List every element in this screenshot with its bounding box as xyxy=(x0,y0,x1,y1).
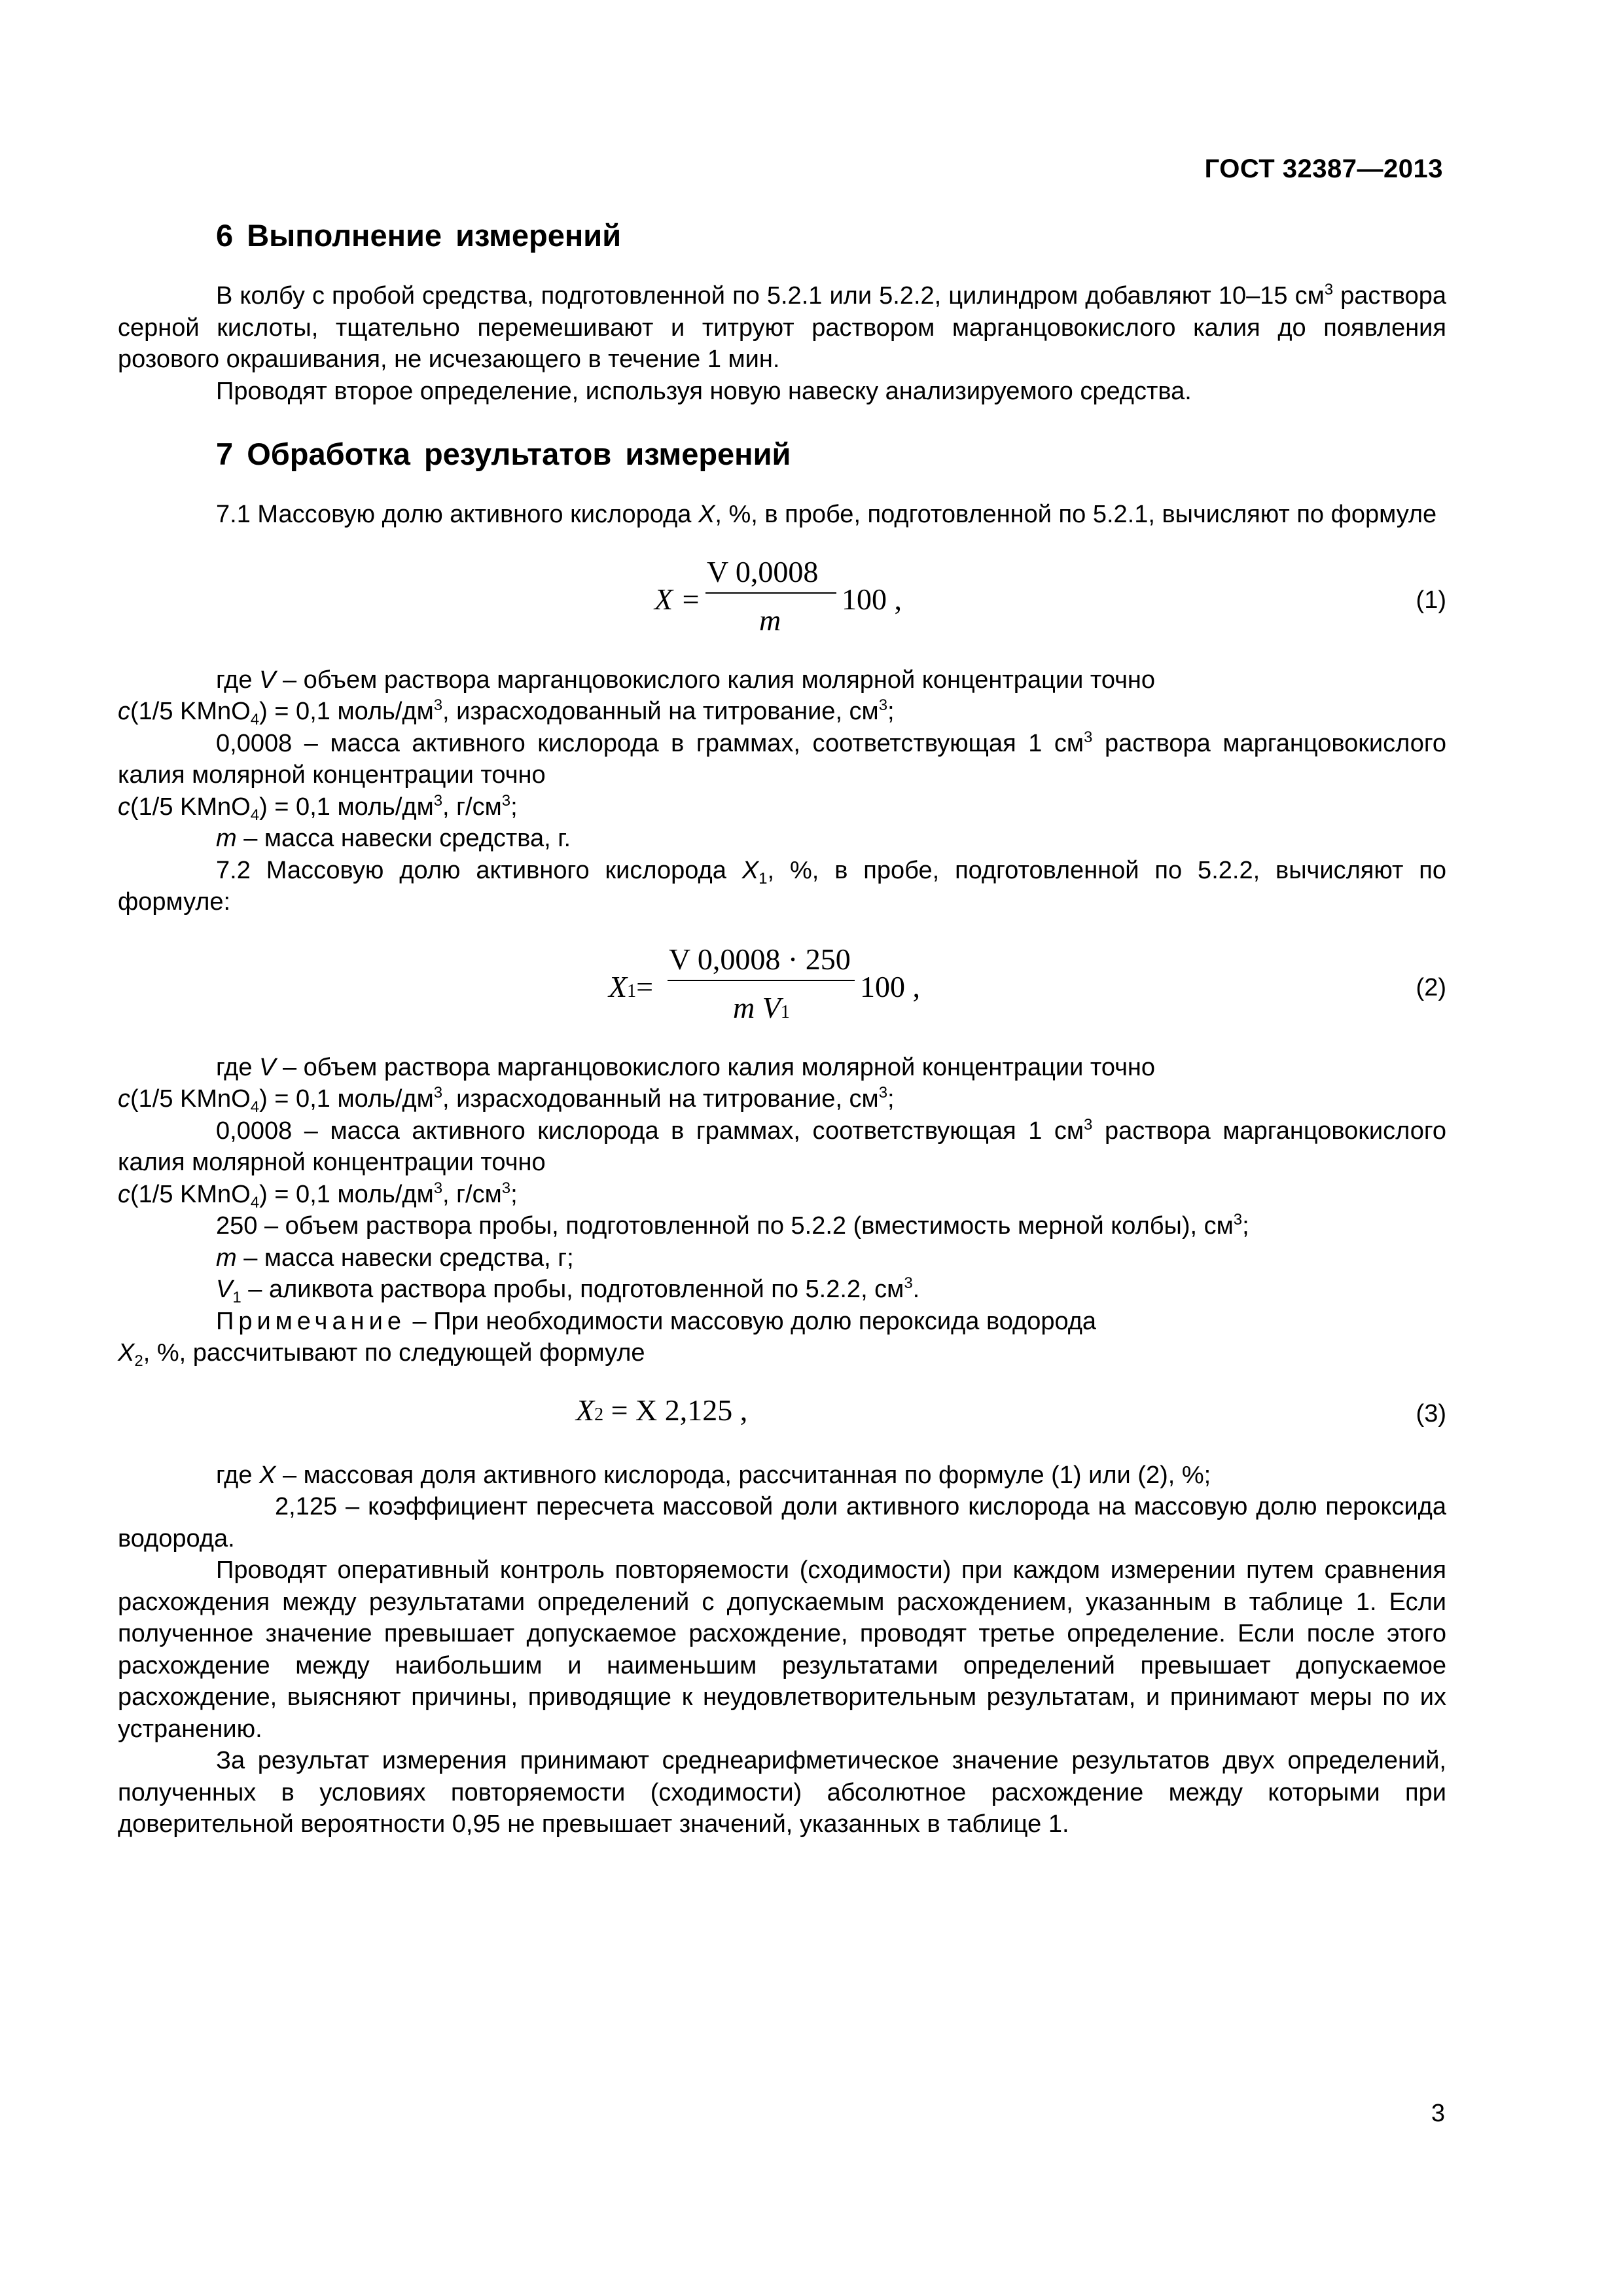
conc-line-2: c(1/5 KMnO$_4$) = 0,1 моль/$дм^3$, $г/см^3$; xyxy=(118,791,518,824)
conc-line-4: c(1/5 KMnO$_4$) = 0,1 моль/$дм^3$, $г/см^3$; xyxy=(118,1179,518,1211)
section-7-title: 7 Обработка результатов измерений xyxy=(216,437,791,471)
conc-line-3: c(1/5 KMnO$_4$) = 0,1 моль/$дм^3$, израсходованный на титрование, $см^3$; xyxy=(118,1084,895,1116)
formula-2: X1= V 0,0008 · 250 m V1 100 , (2) xyxy=(609,942,1446,1024)
formula-2-number: (2) xyxy=(1416,973,1446,1001)
note: Примечание – При необходимости массовую долю пероксида водорода xyxy=(216,1307,1097,1335)
page-number: 3 xyxy=(1431,2100,1445,2127)
control-paragraph: Проводят оперативный контроль повторяемости (сходимости) при каждом измерении путем сравнения расхождения между результатами определений с допускаемым расхождением, указанным в таблице 1. Если полученное значение превышает допускаемое расхождение, проводят третье определение. Если после этого расхождение между наибольшим и наименьшим результатами определений превышает допускаемое расхождение, выясняют причины, приводящие к неудовлетворительным результатам, и принимают меры по их устранению. xyxy=(118,1556,1446,1743)
s7-paragraph-7-1: 7.1 Массовую долю активного кислорода X, %, в пробе, подготовленной по 5.2.1, вычисляют по формуле xyxy=(216,501,1437,528)
formula-1: X = V 0,0008 m 100 , (1) xyxy=(654,554,1446,637)
where-V1: $V_1$ – аликвота раствора пробы, подготовленной по 5.2.2, $см^3$. xyxy=(216,1274,920,1306)
s7-paragraph-7-2: 7.2 Массовую долю активного кислорода $X_1$, %, в пробе, подготовленной по 5.2.2, вычисляют по формуле: xyxy=(118,856,1447,916)
where-V-1: где V – объем раствора марганцовокислого калия молярной концентрации точно xyxy=(216,666,1156,694)
s6-paragraph-1: В колбу с пробой средства, подготовленной по 5.2.1 или 5.2.2, цилиндром добавляют 10–15 $см^3$ раствора серной кислоты, тщательно перемешивают и титруют раствором марганцовокислого калия до появления розового окрашивания, не исчезающего в течение 1 мин. xyxy=(118,281,1446,373)
where-m-1: m – масса навески средства, г. xyxy=(216,825,571,852)
document-header: ГОСТ 32387—2013 xyxy=(1204,154,1443,183)
conc-line-1: c(1/5 KMnO$_4$) = 0,1 моль/$дм^3$, израсходованный на титрование, $см^3$; xyxy=(118,696,895,728)
formula-3-number: (3) xyxy=(1416,1399,1446,1427)
where-250: 250 – объем раствора пробы, подготовленной по 5.2.2 (вместимость мерной колбы), $см^3$; xyxy=(216,1211,1249,1240)
where-mass-1: 0,0008 – масса активного кислорода в граммах, соответствующая 1 $см^3$ раствора марганцовокислого калия молярной концентрации точно xyxy=(118,728,1446,789)
result-paragraph: За результат измерения принимают среднеарифметическое значение результатов двух определений, полученных в условиях повторяемости (сходимости) абсолютное расхождение между которыми при доверительной вероятности 0,95 не превышает значений, указанных в таблице 1. xyxy=(118,1747,1446,1838)
formula-1-number: (1) xyxy=(1416,586,1446,614)
where-V-2: где V – объем раствора марганцовокислого калия молярной концентрации точно xyxy=(216,1053,1156,1081)
where-X: где X – массовая доля активного кислорода, рассчитанная по формуле (1) или (2), %; xyxy=(216,1461,1211,1489)
formula-3: X2 = X 2,125 , (3) xyxy=(118,1385,1446,1437)
where-m-2: m – масса навески средства, г; xyxy=(216,1244,574,1272)
s6-paragraph-2: Проводят второе определение, используя новую навеску анализируемого средства. xyxy=(216,377,1192,405)
where-coefficient: 2,125 – коэффициент пересчета массовой доли активного кислорода на массовую долю пероксида водорода. xyxy=(118,1493,1446,1552)
note-continued: $X_2$, %, рассчитывают по следующей формуле xyxy=(118,1339,645,1370)
section-6-title: 6 Выполнение измерений xyxy=(216,218,622,253)
where-mass-2: 0,0008 – масса активного кислорода в граммах, соответствующая 1 $см^3$ раствора марганцовокислого калия молярной концентрации точно xyxy=(118,1115,1446,1176)
page-content xyxy=(118,216,1446,1840)
